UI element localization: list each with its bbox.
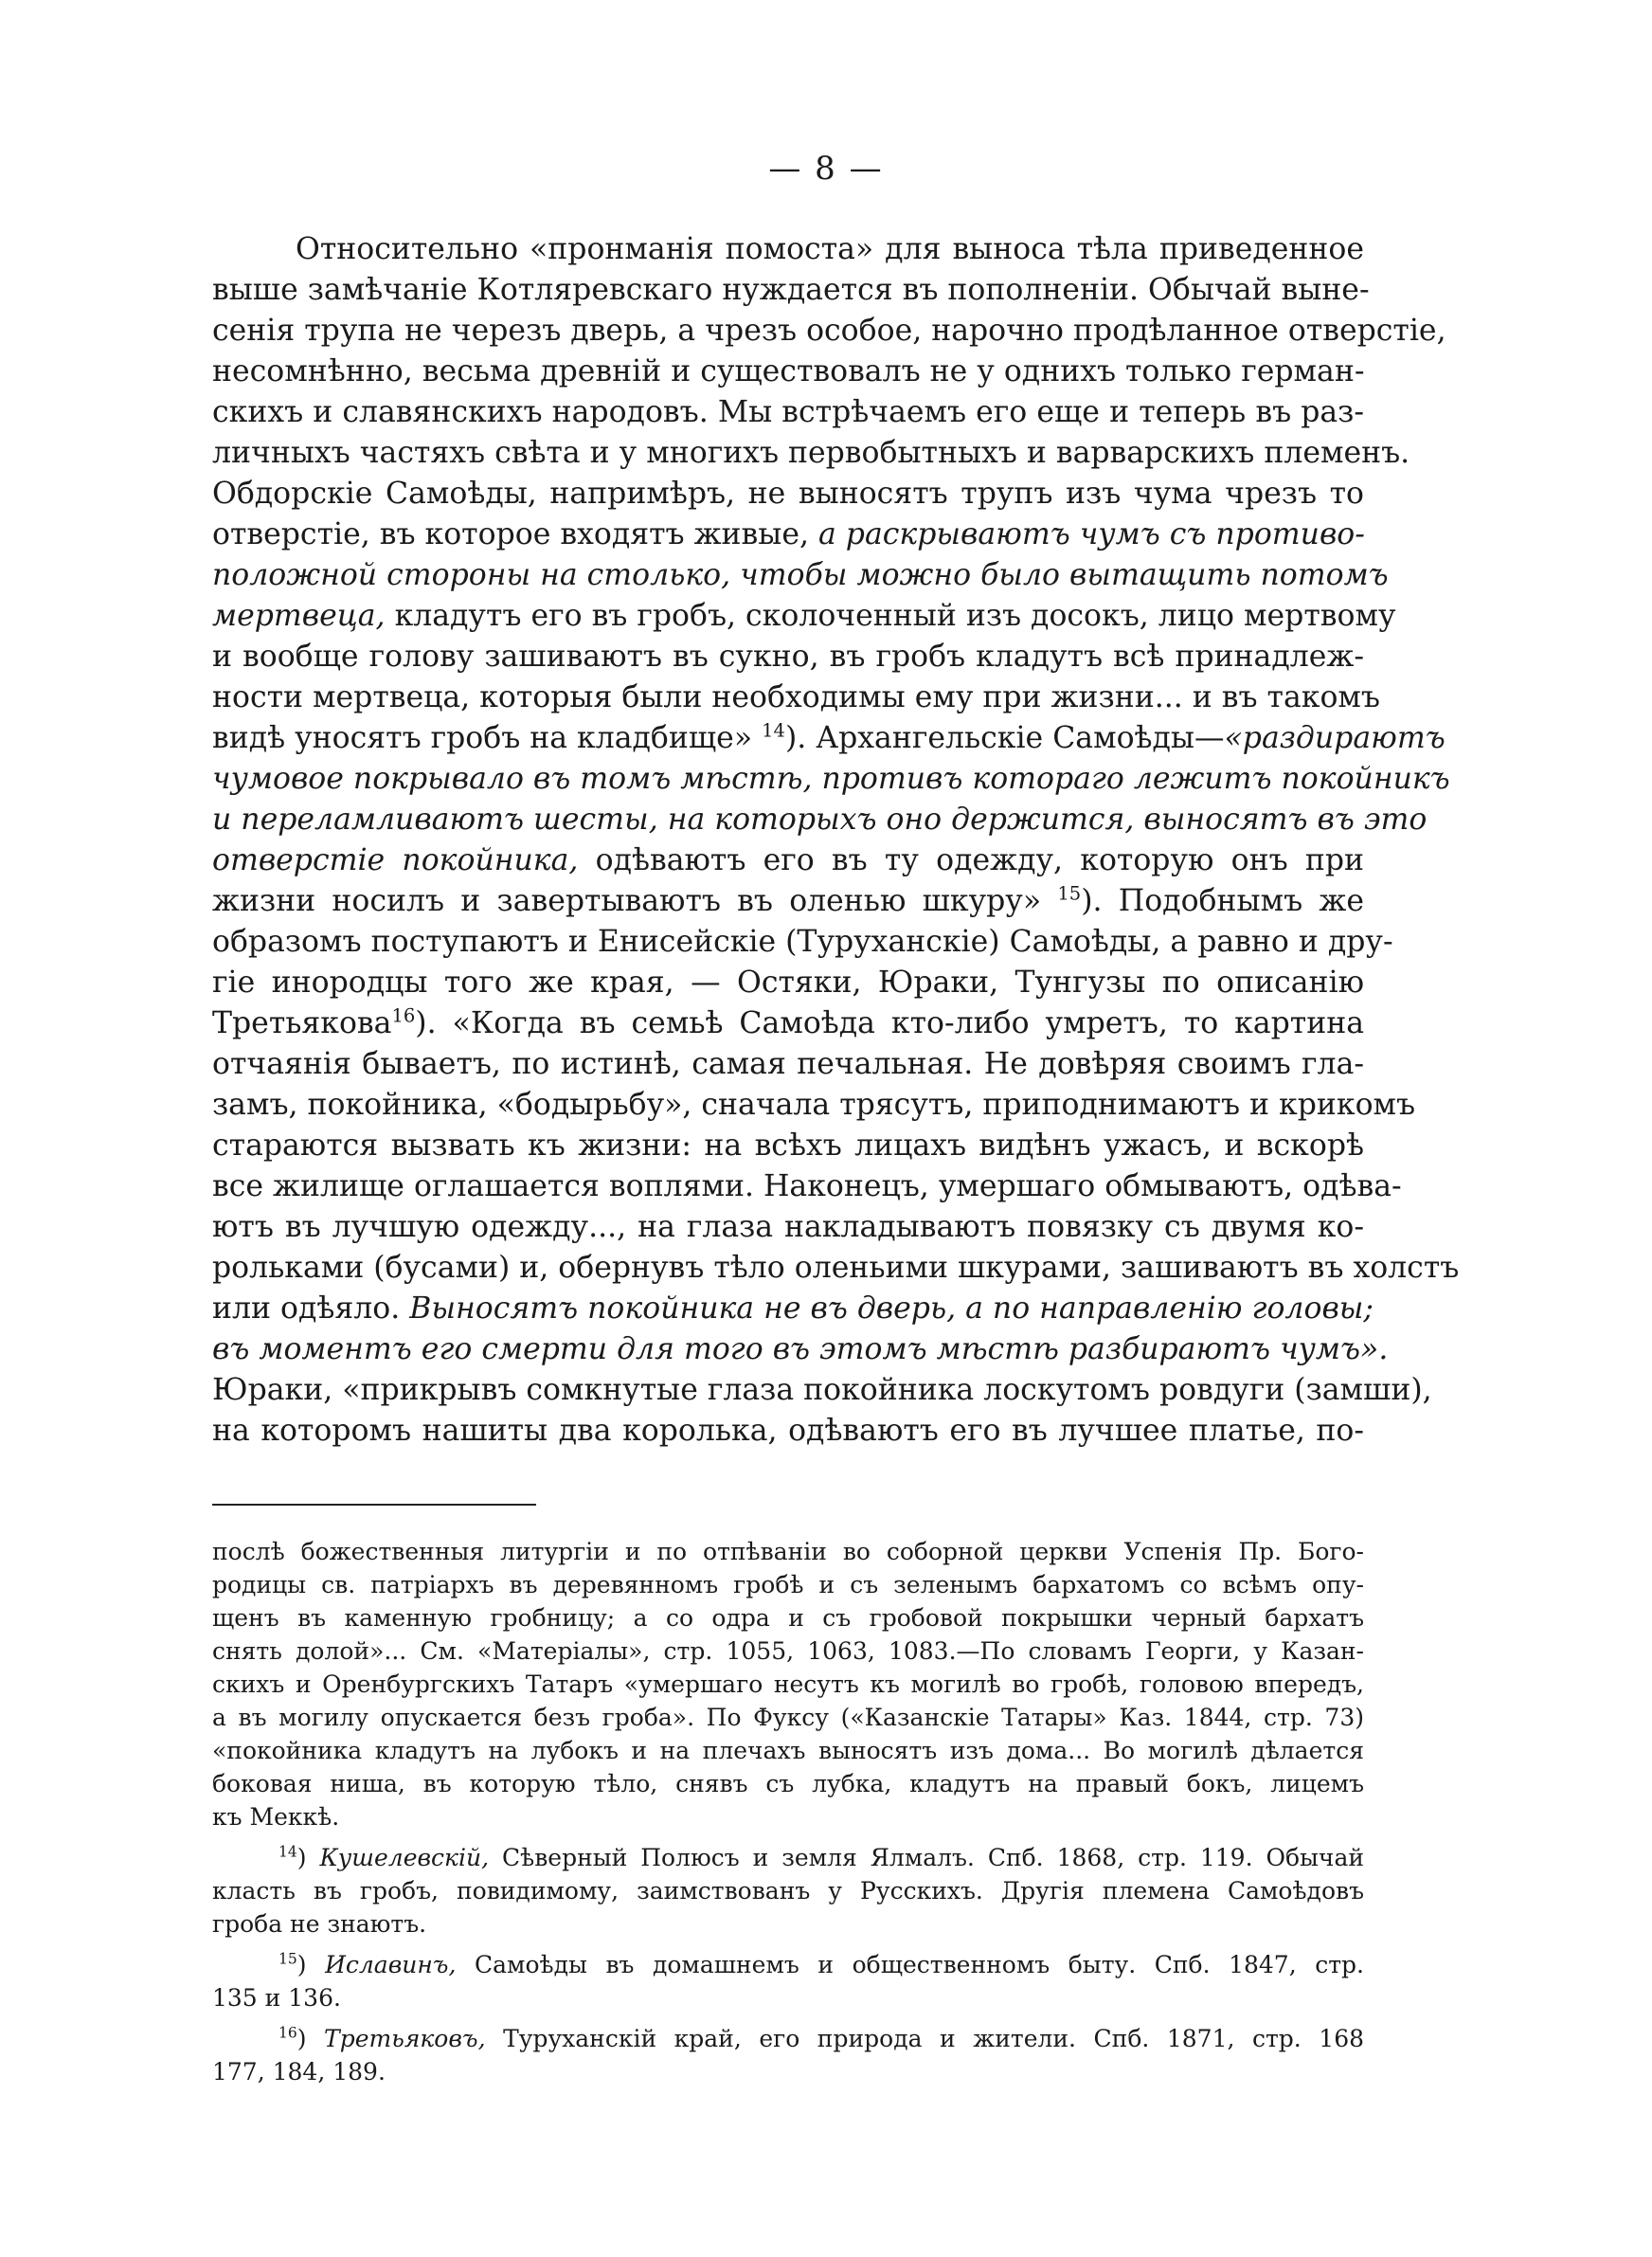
footnote-line: гроба не знаютъ. <box>212 1910 427 1938</box>
footnote-line: $^{16}$) Третьяковъ, Туруханскій край, его природа и жители. Спб. 1871, стр. 168 <box>278 2024 1365 2052</box>
footnote-author: Иславинъ, <box>325 1951 457 1978</box>
text-line: и переламливаютъ шесты, на которыхъ оно держится, выносятъ въ это <box>212 803 1428 837</box>
text-line: ютъ въ лучшую одежду..., на глаза накладываютъ повязку съ двумя ко- <box>212 1210 1364 1244</box>
text-line <box>212 1289 1374 1329</box>
text-line: чумовое покрывало въ томъ мѣстѣ, противъ котораго лежитъ покойникъ <box>212 762 1450 796</box>
text-line: личныхъ частяхъ свѣта и у многихъ первобытныхъ и варварскихъ племенъ. <box>212 436 1410 470</box>
text-line: Относительно «пронманія помоста» для выноса тѣла приведенное <box>296 232 1364 266</box>
main-text <box>212 229 1460 1452</box>
text-line <box>212 840 1364 881</box>
footnote-line: снять долой»... См. «Матеріалы», стр. 1055, 1063, 1083.—По словамъ Георги, у Казан- <box>212 1637 1364 1665</box>
footnote-line: класть въ гробъ, повидимому, заимствованъ у Русскихъ. Другія племена Самоѣдовъ <box>212 1877 1364 1905</box>
text-line: ности мертвеца, которыя были необходимы ему при жизни... и въ такомъ <box>212 680 1380 714</box>
footnote-divider <box>212 1504 536 1506</box>
text-run: Третьякова <box>212 1006 392 1040</box>
italic-quote: Выносятъ покойника не въ дверь, а по направленію головы; <box>409 1291 1374 1326</box>
footnote-line: $^{14}$) Кушелевскій, Сѣверный Полюсъ и земля Ялмалъ. Спб. 1868, стр. 119. Обычай <box>278 1843 1365 1871</box>
footnote-line: къ Меккѣ. <box>212 1803 340 1831</box>
text-line: на которомъ нашиты два королька, одѣваютъ его въ лучшее платье, по- <box>212 1414 1364 1448</box>
text-line: скихъ и славянскихъ народовъ. Мы встрѣчаемъ его еще и теперь въ раз- <box>212 395 1364 429</box>
italic-quote: мертвеца, <box>212 599 386 633</box>
text-line: въ моментъ его смерти для того въ этомъ мѣстѣ разбираютъ чумъ». <box>212 1332 1389 1366</box>
footnote-ref: 15 <box>1057 882 1082 905</box>
text-run: или одѣяло. <box>212 1291 401 1326</box>
text-line <box>212 718 1446 759</box>
text-run: ). «Когда въ семьѣ Самоѣда кто-либо умретъ, то картина <box>415 1006 1364 1040</box>
footnote-mark: 14 <box>278 1843 297 1861</box>
text-run: ). Архангельскіе Самоѣды— <box>784 721 1225 755</box>
footnotes <box>212 1535 1364 2088</box>
text-line: замъ, покойника, «бодырьбу», сначала трясутъ, приподнимаютъ и крикомъ <box>212 1088 1416 1122</box>
text-run: кладутъ его въ гробъ, сколоченный изъ досокъ, лицо мертвому <box>394 599 1396 633</box>
text-line: выше замѣчаніе Котляревскаго нуждается въ пополненіи. Обычай выне- <box>212 273 1370 307</box>
footnote-continuation <box>212 1535 1364 1833</box>
footnote-line: а въ могилу опускается безъ гроба». По Фуксу («Казанскіе Татары» Каз. 1844, стр. 73) <box>212 1704 1364 1731</box>
footnote-author: Кушелевскій, <box>319 1844 490 1871</box>
text-line: несомнѣнно, весьма древній и существовалъ не у однихъ только герман- <box>212 354 1365 388</box>
text-line <box>212 881 1364 922</box>
text-line <box>212 1003 1364 1044</box>
italic-quote: «раздираютъ <box>1224 721 1446 755</box>
text-line: гіе инородцы того же края, — Остяки, Юраки, Тунгузы по описанію <box>212 966 1364 1000</box>
footnote-14 <box>212 1841 1364 1941</box>
text-run: отверстіе, въ которое входятъ живые, <box>212 517 809 551</box>
text-run: видѣ уносятъ гробъ на кладбище» <box>212 721 753 755</box>
footnote-line: скихъ и Оренбургскихъ Татаръ «умершаго несутъ къ могилѣ во гробѣ, головою впередъ, <box>212 1670 1364 1698</box>
footnote-ref: 14 <box>762 719 785 742</box>
footnote-author: Третьяковъ, <box>324 2025 486 2052</box>
text-line <box>212 515 1364 555</box>
footnote-line: 177, 184, 189. <box>212 2058 386 2085</box>
text-run: жизни носилъ и завертываютъ въ оленью шкуру» <box>212 884 1042 918</box>
page-number: — 8 — <box>768 150 884 188</box>
footnote-line: послѣ божественныя литургіи и по отпѣваніи во соборной церкви Успенія Пр. Бого- <box>212 1538 1364 1565</box>
italic-quote: отверстіе покойника, <box>212 843 579 877</box>
text-line: рольками (бусами) и, обернувъ тѣло оленьими шкурами, зашиваютъ въ холстъ <box>212 1251 1460 1285</box>
text-line: образомъ поступаютъ и Енисейскіе (Туруханскіе) Самоѣды, а равно и дру- <box>212 925 1393 959</box>
footnote-ref: 16 <box>391 1004 416 1027</box>
footnote-line: $^{15}$) Иславинъ, Самоѣды въ домашнемъ и общественномъ быту. Спб. 1847, стр. <box>278 1950 1365 1978</box>
footnote-mark: 15 <box>278 1950 297 1968</box>
footnote-line: боковая ниша, въ которую тѣло, снявъ съ лубка, кладутъ на правый бокъ, лицемъ <box>212 1770 1364 1797</box>
text-line: Юраки, «прикрывъ сомкнутые глаза покойника лоскутомъ ровдуги (замши), <box>212 1373 1432 1407</box>
footnote-text: Туруханскій край, его природа и жители. Спб. 1871, стр. 168 <box>503 2025 1365 2052</box>
footnote-line: «покойника кладутъ на лубокъ и на плечахъ выносятъ изъ дома... Во могилѣ дѣлается <box>212 1737 1364 1764</box>
text-line: Обдорскіе Самоѣды, напримѣръ, не выносятъ трупъ изъ чума чрезъ то <box>212 477 1364 511</box>
footnote-16 <box>212 2022 1364 2088</box>
italic-quote: а раскрываютъ чумъ съ противо- <box>818 517 1365 551</box>
text-line <box>212 596 1396 637</box>
text-run: одѣваютъ его въ ту одежду, которую онъ при <box>595 843 1365 877</box>
footnote-line: родицы св. патріархъ въ деревянномъ гробѣ и съ зеленымъ бархатомъ со всѣмъ опу- <box>212 1571 1364 1598</box>
footnote-15 <box>212 1948 1364 2014</box>
footnote-text: Самоѣды въ домашнемъ и общественномъ быту. Спб. 1847, стр. <box>474 1951 1365 1978</box>
footnote-mark: 16 <box>278 2024 297 2042</box>
footnote-text: Сѣверный Полюсъ и земля Ялмалъ. Спб. 1868, стр. 119. Обычай <box>502 1844 1365 1871</box>
text-run: ). Подобнымъ же <box>1081 884 1364 918</box>
text-line: положной стороны на столько, чтобы можно было вытащить потомъ <box>212 558 1389 592</box>
footnote-line: 135 и 136. <box>212 1984 341 2012</box>
text-line: стараются вызвать къ жизни: на всѣхъ лицахъ видѣнъ ужасъ, и вскорѣ <box>212 1128 1364 1163</box>
text-line: отчаянія бываетъ, по истинѣ, самая печальная. Не довѣряя своимъ гла- <box>212 1047 1364 1081</box>
text-line: и вообще голову зашиваютъ въ сукно, въ гробъ кладутъ всѣ принадлеж- <box>212 640 1364 674</box>
text-line: все жилище оглашается воплями. Наконецъ, умершаго обмываютъ, одѣва- <box>212 1169 1402 1203</box>
text-line: сенія трупа не черезъ дверь, а чрезъ особое, нарочно продѣланное отверстіе, <box>212 314 1446 348</box>
footnote-line: щенъ въ каменную гробницу; а со одра и съ гробовой покрышки черный бархатъ <box>212 1604 1364 1632</box>
